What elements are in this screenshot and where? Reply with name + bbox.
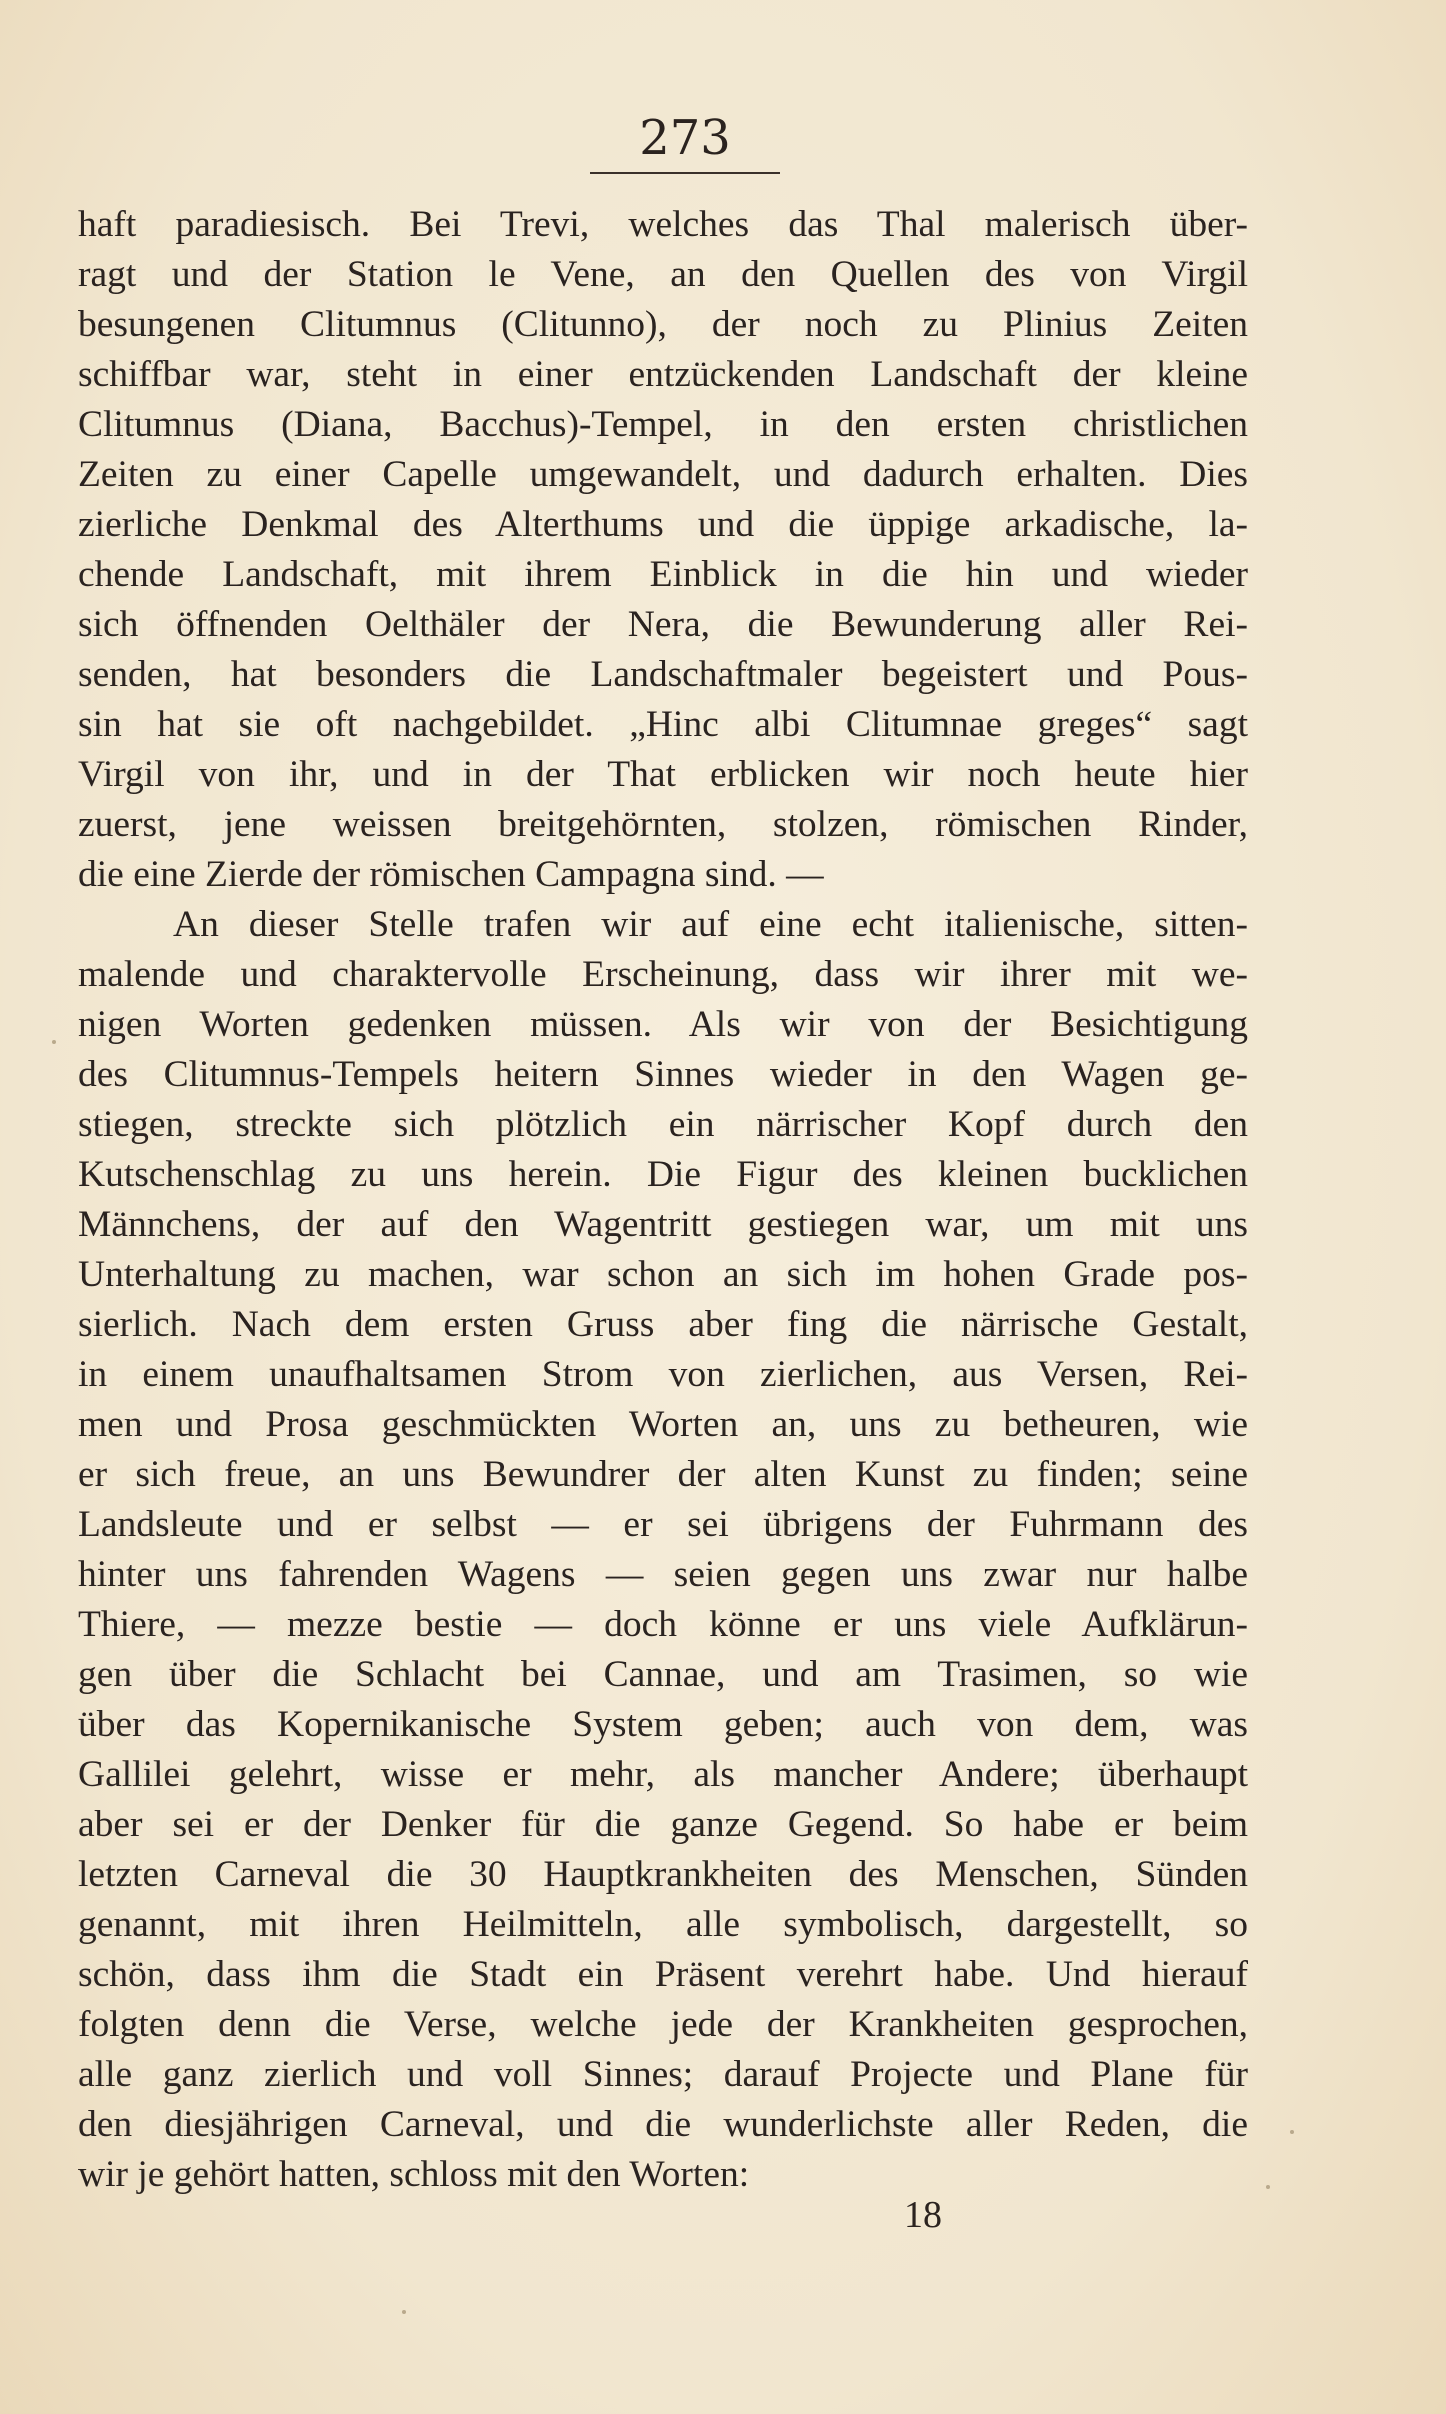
- page-number: 273: [639, 110, 731, 166]
- text-line: sin hat sie oft nachgebildet. „Hinc albi Clitumnae greges“ sagt: [78, 704, 1248, 745]
- paper-speck: [1266, 2185, 1270, 2189]
- text-line: nigen Worten gedenken müssen. Als wir von der Besichtigung: [78, 1004, 1248, 1045]
- text-line: die eine Zierde der römischen Campagna sind. —: [78, 854, 824, 895]
- text-line: über das Kopernikanische System geben; auch von dem, was: [78, 1704, 1248, 1745]
- text-line: schiffbar war, steht in einer entzückenden Landschaft der kleine: [78, 354, 1248, 395]
- text-line: Männchens, der auf den Wagentritt gestiegen war, um mit uns: [78, 1204, 1248, 1245]
- text-line: den diesjährigen Carneval, und die wunderlichste aller Reden, die: [78, 2104, 1248, 2145]
- text-line: schön, dass ihm die Stadt ein Präsent verehrt habe. Und hierauf: [78, 1954, 1248, 1995]
- text-line: haft paradiesisch. Bei Trevi, welches das Thal malerisch über-: [78, 204, 1248, 245]
- text-line: sierlich. Nach dem ersten Gruss aber fing die närrische Gestalt,: [78, 1304, 1248, 1345]
- text-line: ragt und der Station le Vene, an den Quellen des von Virgil: [78, 254, 1248, 295]
- text-line: er sich freue, an uns Bewundrer der alten Kunst zu finden; seine: [78, 1454, 1248, 1495]
- text-line: wir je gehört hatten, schloss mit den Worten:: [78, 2154, 750, 2195]
- text-line: stiegen, streckte sich plötzlich ein närrischer Kopf durch den: [78, 1104, 1248, 1145]
- text-line: des Clitumnus-Tempels heitern Sinnes wieder in den Wagen ge-: [78, 1054, 1248, 1095]
- paper-speck: [52, 1040, 56, 1044]
- text-line: hinter uns fahrenden Wagens — seien gegen uns zwar nur halbe: [78, 1554, 1248, 1595]
- paper-speck: [1290, 2130, 1294, 2134]
- text-line: zuerst, jene weissen breitgehörnten, stolzen, römischen Rinder,: [78, 804, 1248, 845]
- text-line: gen über die Schlacht bei Cannae, und am Trasimen, so wie: [78, 1654, 1248, 1695]
- text-line: chende Landschaft, mit ihrem Einblick in die hin und wieder: [78, 554, 1248, 595]
- text-line: senden, hat besonders die Landschaftmaler begeistert und Pous-: [78, 654, 1248, 695]
- text-line: Unterhaltung zu machen, war schon an sich im hohen Grade pos-: [78, 1254, 1248, 1295]
- text-line: in einem unaufhaltsamen Strom von zierlichen, aus Versen, Rei-: [78, 1354, 1248, 1395]
- paper-speck: [402, 2310, 406, 2314]
- text-line: Kutschenschlag zu uns herein. Die Figur des kleinen bucklichen: [78, 1154, 1248, 1195]
- text-line: letzten Carneval die 30 Hauptkrankheiten des Menschen, Sünden: [78, 1854, 1248, 1895]
- text-line: Clitumnus (Diana, Bacchus)-Tempel, in den ersten christlichen: [78, 404, 1248, 445]
- text-line: aber sei er der Denker für die ganze Gegend. So habe er beim: [78, 1804, 1248, 1845]
- text-line: zierliche Denkmal des Alterthums und die üppige arkadische, la-: [78, 504, 1248, 545]
- text-line: besungenen Clitumnus (Clitunno), der noch zu Plinius Zeiten: [78, 304, 1248, 345]
- text-line: Gallilei gelehrt, wisse er mehr, als mancher Andere; überhaupt: [78, 1754, 1248, 1795]
- text-line: Thiere, — mezze bestie — doch könne er uns viele Aufklärun-: [78, 1604, 1248, 1645]
- text-line: Landsleute und er selbst — er sei übrigens der Fuhrmann des: [78, 1504, 1248, 1545]
- text-line: An dieser Stelle trafen wir auf eine echt italienische, sitten-: [173, 904, 1248, 945]
- text-line: sich öffnenden Oelthäler der Nera, die Bewunderung aller Rei-: [78, 604, 1248, 645]
- text-line: alle ganz zierlich und voll Sinnes; darauf Projecte und Plane für: [78, 2054, 1248, 2095]
- signature-mark: 18: [904, 2194, 942, 2236]
- header-rule: [590, 172, 780, 174]
- text-line: folgten denn die Verse, welche jede der Krankheiten gesprochen,: [78, 2004, 1248, 2045]
- text-line: genannt, mit ihren Heilmitteln, alle symbolisch, dargestellt, so: [78, 1904, 1248, 1945]
- text-line: malende und charaktervolle Erscheinung, dass wir ihrer mit we-: [78, 954, 1248, 995]
- text-line: Zeiten zu einer Capelle umgewandelt, und dadurch erhalten. Dies: [78, 454, 1248, 495]
- body-text: [78, 200, 1248, 2200]
- text-line: Virgil von ihr, und in der That erblicken wir noch heute hier: [78, 754, 1248, 795]
- text-line: men und Prosa geschmückten Worten an, uns zu betheuren, wie: [78, 1404, 1248, 1445]
